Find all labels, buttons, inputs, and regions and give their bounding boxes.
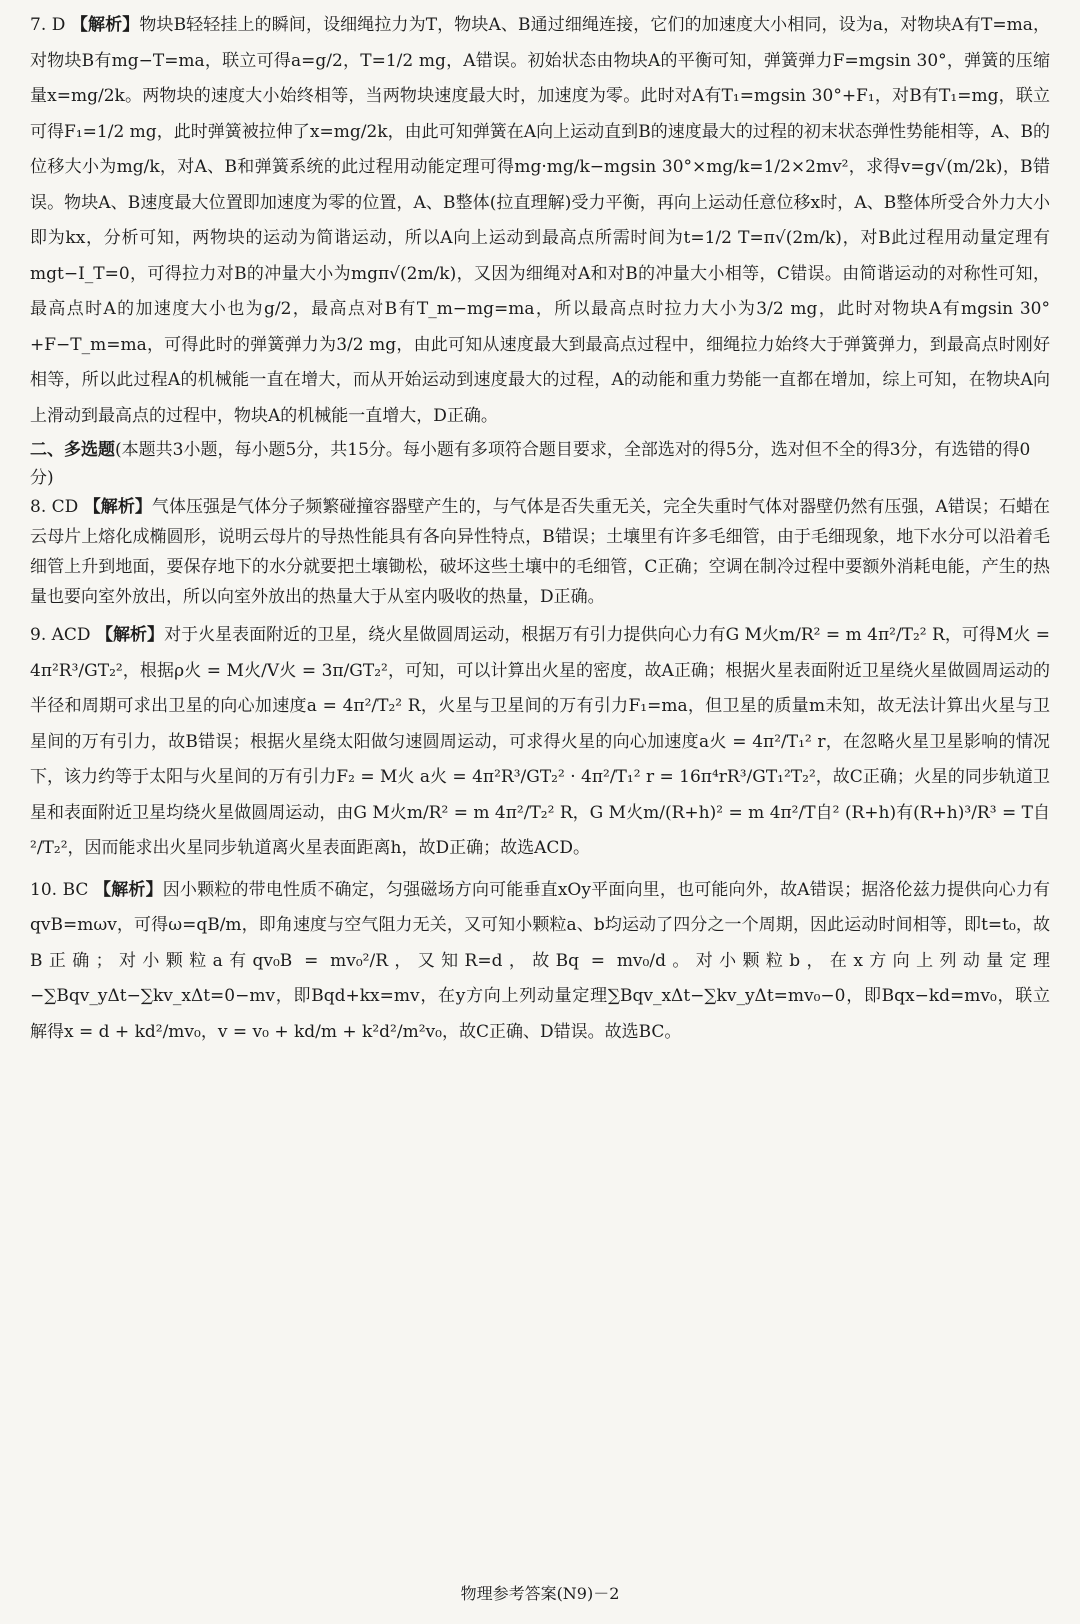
answer-q7 [30, 8, 1050, 434]
answer-q9 [30, 618, 1050, 867]
q9-label: 9. ACD [30, 625, 91, 645]
q7-tag: 【解析】 [70, 15, 140, 35]
q8-text: 气体压强是气体分子频繁碰撞容器壁产生的，与气体是否失重无关，完全失重时气体对器壁仍然有压强，A错误；石蜡在云母片上熔化成椭圆形，说明云母片的导热性能具有各向异性特点，B错误；土壤里有许多毛细管，由于毛细现象，地下水分可以沿着毛细管上升到地面，要保存地下的水分就要把土壤锄松，破坏这些土壤中的毛细管，C正确；空调在制冷过程中要额外消耗电能，产生的热量也要向室外放出，所以向室外放出的热量大于从室内吸收的热量，D正确。 [30, 497, 1051, 607]
q7-text: 物块B轻轻挂上的瞬间，设细绳拉力为T，物块A、B通过细绳连接，它们的加速度大小相同，设为a，对物块A有T=ma，对物块B有mg−T=ma，联立可得a=g/2，T=1/2 mg，A错误。初始状态由物块A的平衡可知，弹簧弹力F=mgsin 30°，弹簧的压缩量x=mg/2k。两物块的速度大小始终相等，当两物块速度最大时，加速度为零。此时对A有T₁=mgsin 30°+F₁，对B有T₁=mg，联立可得F₁=1/2 mg，此时弹簧被拉伸了x=mg/2k，由此可知弹簧在A向上运动直到B的速度最大的过程的初末状态弹性势能相等，A、B的位移大小为mg/k，对A、B和弹簧系统的此过程用动能定理可得mg·mg/k−mgsin 30°×mg/k=1/2×2mv²，求得v=g√(m/2k)，B错误。物块A、B速度最大位置即加速度为零的位置，A、B整体(拉直理解)受力平衡，再向上运动任意位移x时，A、B整体所受合外力大小即为kx，分析可知，两物块的运动为简谐运动，所以A向上运动到最高点所需时间为t=1/2 T=π√(2m/k)，对B此过程用动量定理有mgt−I_T=0，可得拉力对B的冲量大小为mgπ√(2m/k)，又因为细绳对A和对B的冲量大小相等，C错误。由简谐运动的对称性可知，最高点时A的加速度大小也为g/2，最高点对B有T_m−mg=ma，所以最高点时拉力大小为3/2 mg，此时对物块A有mgsin 30°+F−T_m=ma，可得此时的弹簧弹力为3/2 mg，由此可知从速度最大到最高点过程中，细绳拉力始终大于弹簧弹力，到最高点时刚好相等，所以此过程A的机械能一直在增大，而从开始运动到速度最大的过程，A的动能和重力势能一直都在增加，综上可知，在物块A向上滑动到最高点的过程中，物块A的机械能一直增大，D正确。 [30, 15, 1050, 426]
q8-label: 8. CD [30, 497, 79, 517]
answer-q10 [30, 873, 1050, 1051]
section-multiple-choice [30, 436, 1050, 492]
section-desc: (本题共3小题，每小题5分，共15分。每小题有多项符合题目要求，全部选对的得5分，选对但不全的得3分，有选错的得0分) [30, 440, 1031, 488]
page-footer: 物理参考答案(N9)－2 [460, 1584, 620, 1603]
q7-label: 7. D [30, 15, 66, 35]
q10-tag: 【解析】 [94, 879, 163, 900]
q10-label: 10. BC [30, 879, 89, 900]
q9-tag: 【解析】 [95, 625, 165, 645]
q9-text: 对于火星表面附近的卫星，绕火星做圆周运动，根据万有引力提供向心力有G M火m/R² = m 4π²/T₂² R，可得M火 = 4π²R³/GT₂²，根据ρ火 = M火/V火 = 3π/GT₂²，可知，可以计算出火星的密度，故A正确；根据火星表面附近卫星绕火星做圆周运动的半径和周期可求出卫星的向心加速度a = 4π²/T₂² R，火星与卫星间的万有引力F₁=ma，但卫星的质量m未知，故无法计算出火星与卫星间的万有引力，故B错误；根据火星绕太阳做匀速圆周运动，可求得火星的向心加速度a火 = 4π²/T₁² r，在忽略火星卫星影响的情况下，该力约等于太阳与火星间的万有引力F₂ = M火 a火 = 4π²R³/GT₂² · 4π²/T₁² r = 16π⁴rR³/GT₁²T₂²，故C正确；火星的同步轨道卫星和表面附近卫星均绕火星做圆周运动，由G M火m/R² = m 4π²/T₂² R，G M火m/(R+h)² = m 4π²/T自² (R+h)有(R+h)³/R³ = T自²/T₂²，因而能求出火星同步轨道离火星表面距离h，故D正确；故选ACD。 [30, 625, 1051, 858]
q10-text: 因小颗粒的带电性质不确定，匀强磁场方向可能垂直xOy平面向里，也可能向外，故A错误；据洛伦兹力提供向心力有qvB=mωv，可得ω=qB/m，即角速度与空气阻力无关，又可知小颗粒a、b均运动了四分之一个周期，因此运动时间相等，即t=t₀，故B正确；对小颗粒a有qv₀B = mv₀²/R，又知R=d，故Bq = mv₀/d。对小颗粒b，在x方向上列动量定理−∑Bqv_yΔt−∑kv_xΔt=0−mv，即Bqd+kx=mv，在y方向上列动量定理∑Bqv_xΔt−∑kv_yΔt=mv₀−0，即Bqx−kd=mv₀，联立解得x = d + kd²/mv₀，v = v₀ + kd/m + k²d²/m²v₀，故C正确、D错误。故选BC。 [30, 879, 1051, 1042]
section-title: 二、多选题 [30, 440, 115, 460]
answer-q8 [30, 492, 1050, 612]
q8-tag: 【解析】 [83, 497, 152, 517]
